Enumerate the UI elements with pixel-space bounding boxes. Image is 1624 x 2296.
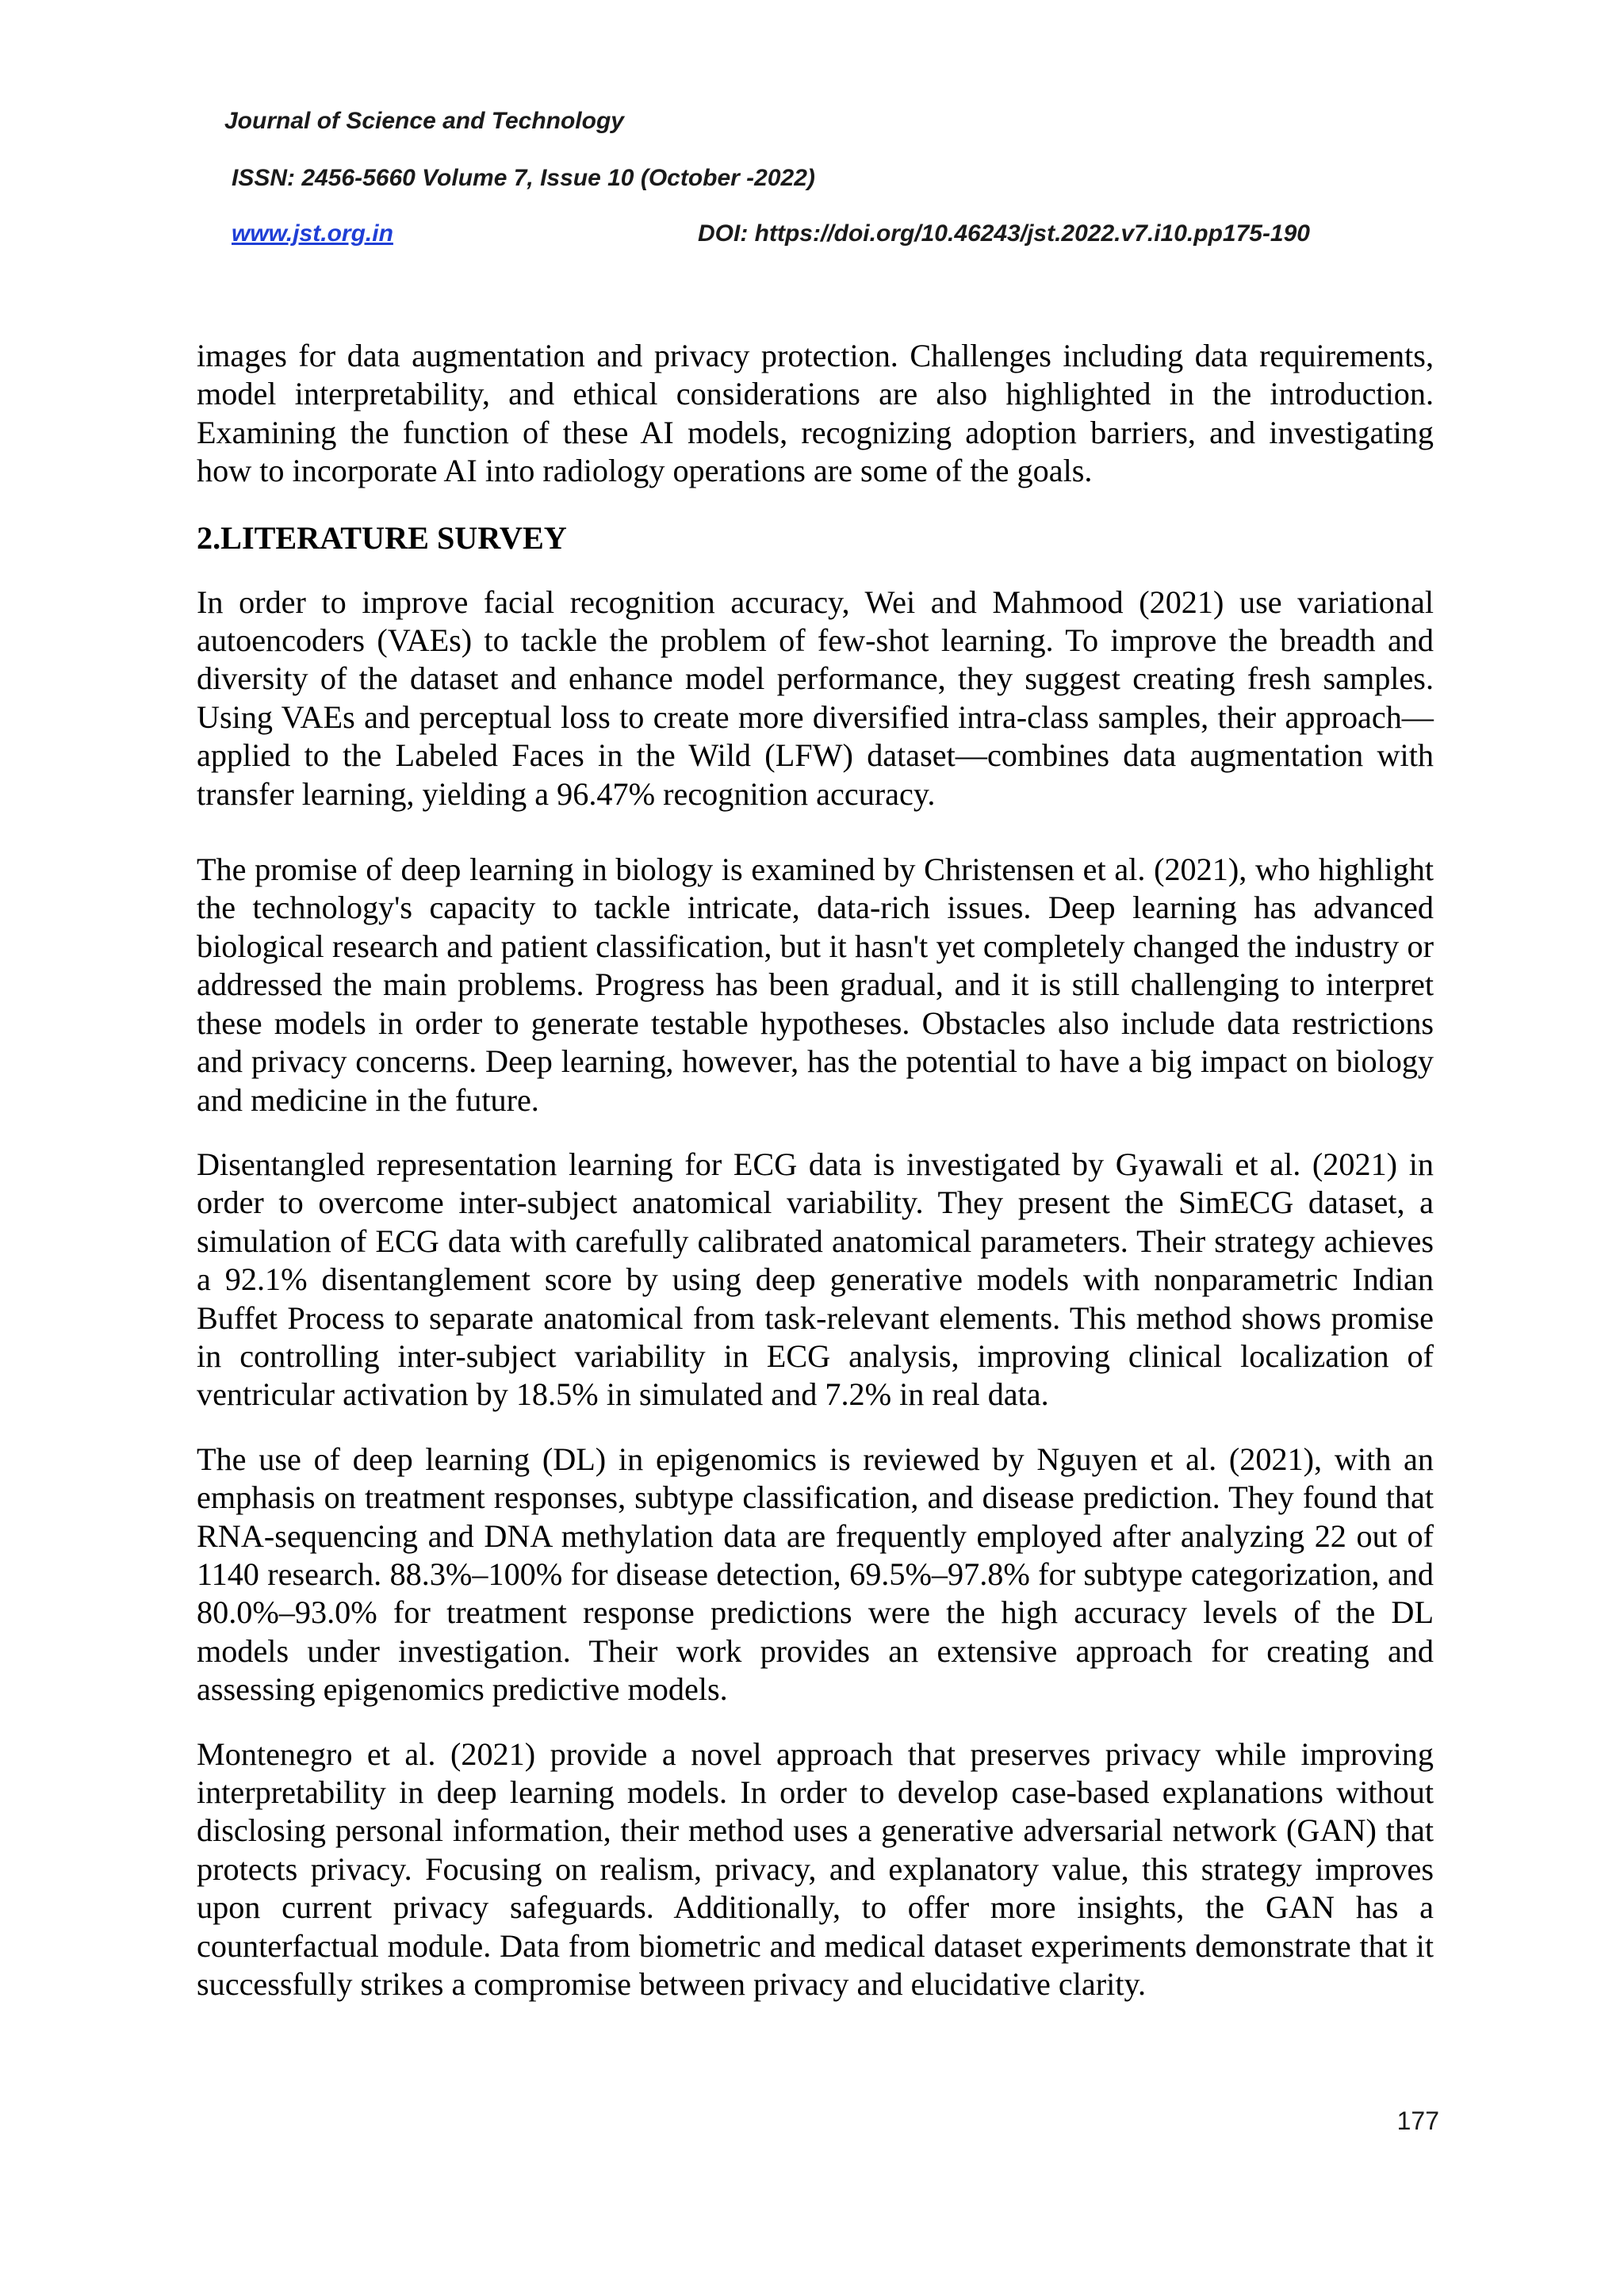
page-header	[0, 0, 1624, 270]
page-number: 177	[1396, 2107, 1439, 2135]
paragraph-nguyen: The use of deep learning (DL) in epigenomics is reviewed by Nguyen et al. (2021), with an emphasis on treatment responses, subtype classification, and disease prediction. They found that RNA-sequencing and DNA methylation data are frequently employed after analyzing 22 out of 1140 research. 88.3%–100% for disease detection, 69.5%–97.8% for subtype categorization, and 80.0%–93.0% for treatment response predictions were the high accuracy levels of the DL models under investigation. Their work provides an extensive approach for creating and assessing epigenomics predictive models.	[197, 1441, 1434, 1708]
issn-volume-issue: ISSN: 2456-5660 Volume 7, Issue 10 (October -2022)	[232, 165, 815, 191]
journal-name: Journal of Science and Technology	[224, 108, 624, 134]
article-body	[197, 337, 1434, 2003]
paragraph-wei-mahmood: In order to improve facial recognition accuracy, Wei and Mahmood (2021) use variational autoencoders (VAEs) to tackle the problem of few-shot learning. To improve the breadth and diversity of the dataset and enhance model performance, they suggest creating fresh samples. Using VAEs and perceptual loss to create more diversified intra-class samples, their approach—applied to the Labeled Faces in the Wild (LFW) dataset—combines data augmentation with transfer learning, yielding a 96.47% recognition accuracy.	[197, 584, 1434, 812]
intro-continuation-paragraph: images for data augmentation and privacy protection. Challenges including data requirements, model interpretability, and ethical considerations are also highlighted in the introduction. Examining the function of these AI models, recognizing adoption barriers, and investigating how to incorporate AI into radiology operations are some of the goals.	[197, 338, 1434, 489]
journal-website-link[interactable]: www.jst.org.in	[232, 220, 393, 247]
paragraph-montenegro: Montenegro et al. (2021) provide a novel approach that preserves privacy while improving interpretability in deep learning models. In order to develop case-based explanations without disclosing personal information, their method uses a generative adversarial network (GAN) that protects privacy. Focusing on realism, privacy, and explanatory value, this strategy improves upon current privacy safeguards. Additionally, to offer more insights, the GAN has a counterfactual module. Data from biometric and medical dataset experiments demonstrate that it successfully strikes a compromise between privacy and elucidative clarity.	[197, 1735, 1434, 2003]
paragraph-christensen: The promise of deep learning in biology is examined by Christensen et al. (2021), who highlight the technology's capacity to tackle intricate, data-rich issues. Deep learning has advanced biological research and patient classification, but it hasn't yet completely changed the industry or addressed the main problems. Progress has been gradual, and it is still challenging to interpret these models in order to generate testable hypotheses. Obstacles also include data restrictions and privacy concerns. Deep learning, however, has the potential to have a big impact on biology and medicine in the future.	[197, 851, 1434, 1118]
doi-line: DOI: https://doi.org/10.46243/jst.2022.v7.i10.pp175-190	[698, 220, 1310, 247]
section-heading: 2.LITERATURE SURVEY	[197, 519, 567, 556]
paragraph-gyawali: Disentangled representation learning for ECG data is investigated by Gyawali et al. (2021) in order to overcome inter-subject anatomical variability. They present the SimECG dataset, a simulation of ECG data with carefully calibrated anatomical parameters. Their strategy achieves a 92.1% disentanglement score by using deep generative models with nonparametric Indian Buffet Process to separate anatomical from task-relevant elements. This method shows promise in controlling inter-subject variability in ECG analysis, improving clinical localization of ventricular activation by 18.5% in simulated and 7.2% in real data.	[197, 1146, 1434, 1413]
